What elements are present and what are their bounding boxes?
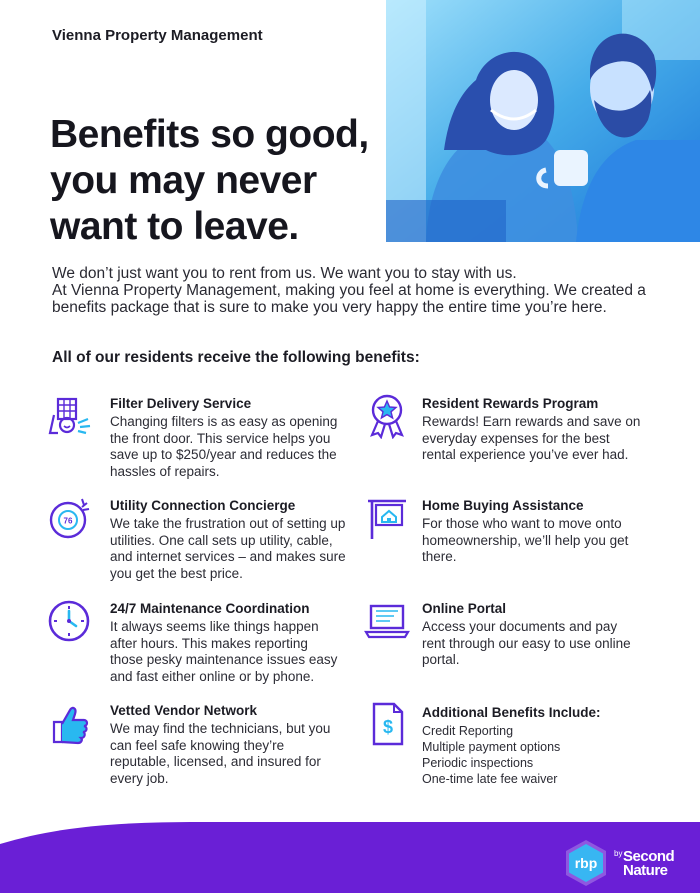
benefit-description: For those who want to move onto homeownership, we’ll help you get there. <box>422 516 629 564</box>
hero-title-line: want to leave. <box>50 205 299 248</box>
second-nature-logo <box>623 850 674 878</box>
benefit-description: We may find the technicians, but you can feel safe knowing they’re reputable, licensed, and insured for every job. <box>110 721 331 786</box>
thumbs-up-icon <box>46 700 92 746</box>
house-sign-icon <box>364 495 410 541</box>
benefit-title: Additional Benefits Include: <box>422 705 601 720</box>
intro-line: We don’t just want you to rent from us. We want you to stay with us. <box>52 265 517 282</box>
benefit-title: Filter Delivery Service <box>110 396 252 411</box>
svg-text:$: $ <box>382 717 394 737</box>
logo-name-line: Nature <box>623 862 668 879</box>
hero-title <box>50 112 390 250</box>
filter-delivery-icon <box>46 393 92 439</box>
intro-text <box>52 265 652 316</box>
list-item: One-time late fee waiver <box>422 772 558 786</box>
benefit-description: Access your documents and pay rent through our easy to use online portal. <box>422 619 631 667</box>
benefit-home-buying <box>422 497 637 566</box>
benefit-utility-concierge <box>110 497 352 582</box>
benefit-title: Utility Connection Concierge <box>110 498 296 513</box>
benefits-subhead: All of our residents receive the following benefits: <box>52 349 420 366</box>
hero-title-line: you may never <box>50 159 317 202</box>
benefit-title: Vetted Vendor Network <box>110 703 258 718</box>
laptop-icon <box>364 598 410 644</box>
benefit-title: Home Buying Assistance <box>422 498 584 513</box>
list-item: Credit Reporting <box>422 724 514 738</box>
logo-by-text: by <box>614 849 623 858</box>
benefit-online-portal <box>422 600 640 669</box>
rewards-ribbon-icon <box>364 393 410 439</box>
intro-line: At Vienna Property Management, making you feel at home is everything. We created a benefits package that is sure to make you very happy the entire time you’re here. <box>52 282 646 316</box>
benefit-description: Changing filters is as easy as opening the front door. This service helps you save up to $250/year and reduces the hassles of repairs. <box>110 414 338 479</box>
benefit-vetted-vendor <box>110 702 335 787</box>
list-item: Periodic inspections <box>422 756 534 770</box>
dollar-document-icon <box>364 700 410 746</box>
utility-timer-icon <box>46 495 92 541</box>
benefit-description: We take the frustration out of setting up utilities. One call sets up utility, cable, and internet services – and makes sure you get the best price. <box>110 516 346 581</box>
benefit-filter-delivery <box>110 395 360 480</box>
benefit-description: It always seems like things happen after hours. This makes reporting those pesky maintenance issues easy and fast either online or by phone. <box>110 619 338 684</box>
logo-mark-text: rbp <box>574 855 598 871</box>
benefit-resident-rewards <box>422 395 647 464</box>
logo-name-line: Second <box>623 848 675 865</box>
rbp-logo <box>561 838 611 888</box>
benefit-title: Resident Rewards Program <box>422 396 599 411</box>
additional-benefits-list <box>422 723 642 787</box>
hero-title-line: Benefits so good, <box>50 113 369 156</box>
company-name: Vienna Property Management <box>52 27 263 44</box>
svg-text:76: 76 <box>63 516 73 526</box>
list-item: Multiple payment options <box>422 740 561 754</box>
benefit-description: Rewards! Earn rewards and save on everyday expenses for the best rental experience you’ve ever had. <box>422 414 641 462</box>
benefit-title: Online Portal <box>422 601 507 616</box>
hero-photo <box>386 0 700 242</box>
benefit-title: 24/7 Maintenance Coordination <box>110 601 310 616</box>
benefit-additional <box>422 704 642 787</box>
clock-icon <box>46 598 92 644</box>
benefit-maintenance <box>110 600 340 685</box>
